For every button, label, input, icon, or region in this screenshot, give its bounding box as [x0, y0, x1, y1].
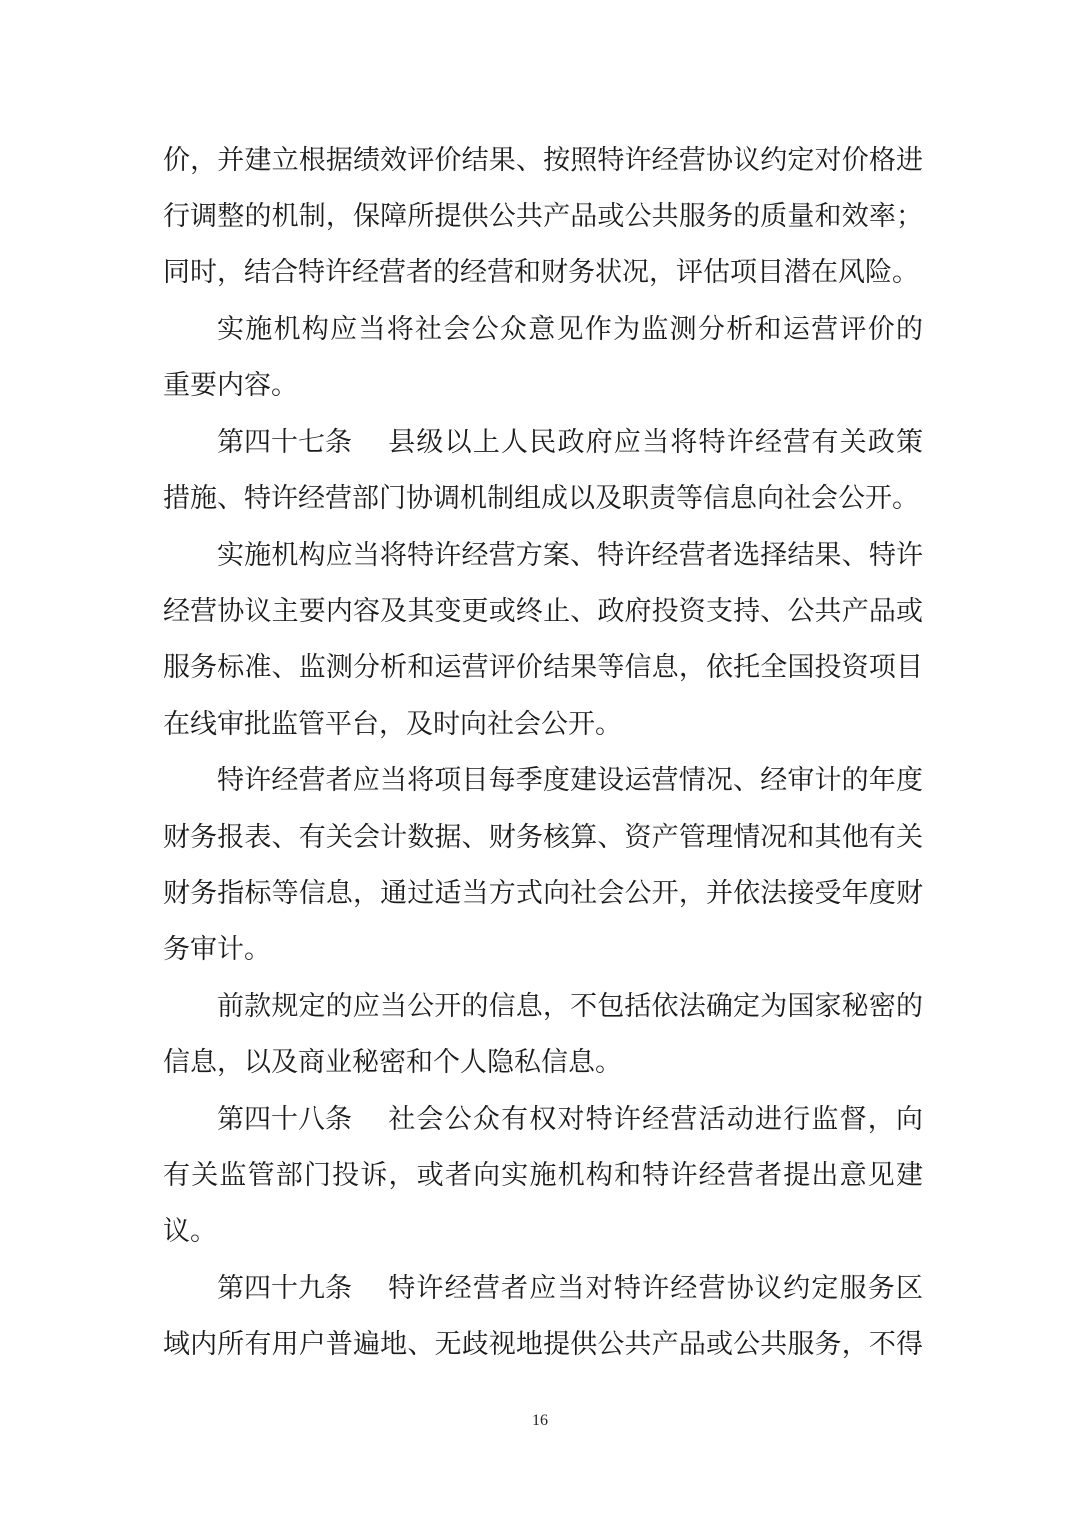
text-line: 特许经营者应当对特许经营协议约定服务区: [387, 1273, 923, 1304]
text-line: 社会公众有权对特许经营活动进行监督，向: [387, 1104, 923, 1135]
article-heading: 第四十八条: [217, 1104, 352, 1135]
text-line: 议。: [163, 1216, 217, 1247]
article-heading: 第四十九条: [217, 1273, 352, 1304]
text-line: 同时，结合特许经营者的经营和财务状况，评估项目潜在风险。: [163, 257, 919, 288]
article-48-line: [217, 1092, 923, 1148]
article-heading: 第四十七条: [217, 427, 352, 458]
text-line: 信息，以及商业秘密和个人隐私信息。: [163, 1047, 622, 1078]
text-line: 财务报表、有关会计数据、财务核算、资产管理情况和其他有关: [163, 822, 923, 853]
text-line: 域内所有用户普遍地、无歧视地提供公共产品或公共服务，不得: [163, 1329, 923, 1360]
text-line: 服务标准、监测分析和运营评价结果等信息，依托全国投资项目: [163, 652, 923, 683]
text-line: 经营协议主要内容及其变更或终止、政府投资支持、公共产品或: [163, 596, 923, 627]
text-line: 务审计。: [163, 934, 271, 965]
text-line: 措施、特许经营部门协调机制组成以及职责等信息向社会公开。: [163, 483, 919, 514]
article-47-line: [217, 415, 923, 471]
text-line: 县级以上人民政府应当将特许经营有关政策: [387, 427, 923, 458]
text-line: 在线审批监管平台，及时向社会公开。: [163, 709, 622, 740]
text-line: 实施机构应当将社会公众意见作为监测分析和运营评价的: [217, 314, 923, 345]
text-line: 有关监管部门投诉，或者向实施机构和特许经营者提出意见建: [163, 1160, 923, 1191]
text-line: 价，并建立根据绩效评价结果、按照特许经营协议约定对价格进: [163, 145, 923, 176]
article-49-line: [217, 1261, 923, 1317]
text-line: 特许经营者应当将项目每季度建设运营情况、经审计的年度: [217, 765, 923, 796]
text-line: 实施机构应当将特许经营方案、特许经营者选择结果、特许: [217, 540, 923, 571]
text-line: 行调整的机制，保障所提供公共产品或公共服务的质量和效率；: [163, 201, 923, 232]
text-line: 前款规定的应当公开的信息，不包括依法确定为国家秘密的: [217, 991, 923, 1022]
text-line: 财务指标等信息，通过适当方式向社会公开，并依法接受年度财: [163, 878, 923, 909]
page-number: 16: [532, 1412, 548, 1429]
text-line: 重要内容。: [163, 370, 298, 401]
